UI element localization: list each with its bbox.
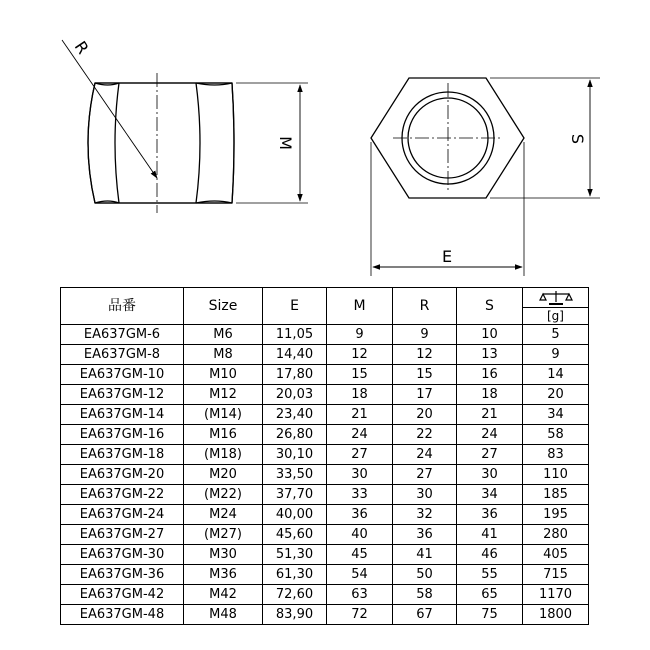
spec-table xyxy=(60,287,589,625)
table-row xyxy=(61,365,589,385)
cell-m: 30 xyxy=(327,465,393,485)
cell-e: 26,80 xyxy=(263,425,327,445)
cell-s: 21 xyxy=(457,405,523,425)
cell-r: 9 xyxy=(393,325,457,345)
cell-s: 27 xyxy=(457,445,523,465)
table-row xyxy=(61,405,589,425)
cell-size: M48 xyxy=(184,605,263,625)
cell-r: 12 xyxy=(393,345,457,365)
cell-part-no: EA637GM-27 xyxy=(61,525,184,545)
table-row xyxy=(61,385,589,405)
cell-size: M10 xyxy=(184,365,263,385)
cell-weight: 20 xyxy=(523,385,589,405)
cell-r: 50 xyxy=(393,565,457,585)
cell-weight: 1170 xyxy=(523,585,589,605)
cell-size: M8 xyxy=(184,345,263,365)
cell-weight: 405 xyxy=(523,545,589,565)
cell-e: 14,40 xyxy=(263,345,327,365)
cell-part-no: EA637GM-22 xyxy=(61,485,184,505)
cell-r: 36 xyxy=(393,525,457,545)
cell-size: (M22) xyxy=(184,485,263,505)
cell-r: 24 xyxy=(393,445,457,465)
cell-part-no: EA637GM-18 xyxy=(61,445,184,465)
cell-part-no: EA637GM-12 xyxy=(61,385,184,405)
cell-s: 55 xyxy=(457,565,523,585)
cell-size: (M14) xyxy=(184,405,263,425)
cell-part-no: EA637GM-48 xyxy=(61,605,184,625)
cell-r: 67 xyxy=(393,605,457,625)
cell-weight: 34 xyxy=(523,405,589,425)
cell-s: 65 xyxy=(457,585,523,605)
cell-s: 16 xyxy=(457,365,523,385)
cell-weight: 1800 xyxy=(523,605,589,625)
cell-s: 46 xyxy=(457,545,523,565)
header-weight xyxy=(523,288,589,325)
cell-e: 20,03 xyxy=(263,385,327,405)
cell-size: (M27) xyxy=(184,525,263,545)
cell-r: 27 xyxy=(393,465,457,485)
cell-m: 72 xyxy=(327,605,393,625)
cell-weight: 195 xyxy=(523,505,589,525)
cell-size: M24 xyxy=(184,505,263,525)
cell-r: 20 xyxy=(393,405,457,425)
cell-s: 75 xyxy=(457,605,523,625)
cell-weight: 185 xyxy=(523,485,589,505)
cell-part-no: EA637GM-14 xyxy=(61,405,184,425)
cell-size: M6 xyxy=(184,325,263,345)
cell-size: M36 xyxy=(184,565,263,585)
cell-m: 54 xyxy=(327,565,393,585)
side-view-outline xyxy=(88,83,234,203)
radius-label: R xyxy=(70,37,93,58)
cell-e: 83,90 xyxy=(263,605,327,625)
cell-e: 17,80 xyxy=(263,365,327,385)
cell-weight: 14 xyxy=(523,365,589,385)
cell-s: 10 xyxy=(457,325,523,345)
cell-m: 63 xyxy=(327,585,393,605)
cell-r: 41 xyxy=(393,545,457,565)
cell-weight: 58 xyxy=(523,425,589,445)
table-header-row xyxy=(61,288,589,325)
table-row xyxy=(61,485,589,505)
cell-m: 9 xyxy=(327,325,393,345)
table-row xyxy=(61,585,589,605)
table-row xyxy=(61,545,589,565)
cell-part-no: EA637GM-36 xyxy=(61,565,184,585)
table-row xyxy=(61,425,589,445)
cell-e: 51,30 xyxy=(263,545,327,565)
cell-m: 36 xyxy=(327,505,393,525)
cell-s: 13 xyxy=(457,345,523,365)
cell-part-no: EA637GM-10 xyxy=(61,365,184,385)
cell-e: 72,60 xyxy=(263,585,327,605)
cell-e: 11,05 xyxy=(263,325,327,345)
cell-m: 24 xyxy=(327,425,393,445)
cell-weight: 83 xyxy=(523,445,589,465)
cell-part-no: EA637GM-42 xyxy=(61,585,184,605)
cell-part-no: EA637GM-8 xyxy=(61,345,184,365)
header-m: M xyxy=(327,288,393,325)
across-corners-label: E xyxy=(441,247,453,266)
cell-weight: 5 xyxy=(523,325,589,345)
cell-weight: 110 xyxy=(523,465,589,485)
cell-part-no: EA637GM-30 xyxy=(61,545,184,565)
cell-size: (M18) xyxy=(184,445,263,465)
cell-s: 34 xyxy=(457,485,523,505)
cell-part-no: EA637GM-20 xyxy=(61,465,184,485)
table-row xyxy=(61,465,589,485)
cell-e: 45,60 xyxy=(263,525,327,545)
cell-e: 30,10 xyxy=(263,445,327,465)
cell-m: 12 xyxy=(327,345,393,365)
cell-size: M16 xyxy=(184,425,263,445)
cell-size: M42 xyxy=(184,585,263,605)
table-row xyxy=(61,445,589,465)
cell-m: 33 xyxy=(327,485,393,505)
weight-unit: [g] xyxy=(547,309,564,323)
cell-e: 61,30 xyxy=(263,565,327,585)
across-flats-label: S xyxy=(568,133,587,145)
cell-size: M20 xyxy=(184,465,263,485)
cell-r: 32 xyxy=(393,505,457,525)
cell-s: 18 xyxy=(457,385,523,405)
table-row xyxy=(61,605,589,625)
height-label: M xyxy=(276,136,295,150)
top-view xyxy=(371,78,600,276)
cell-e: 23,40 xyxy=(263,405,327,425)
cell-m: 45 xyxy=(327,545,393,565)
scale-icon xyxy=(539,290,573,306)
cell-part-no: EA637GM-24 xyxy=(61,505,184,525)
cell-s: 36 xyxy=(457,505,523,525)
header-s: S xyxy=(457,288,523,325)
cell-m: 18 xyxy=(327,385,393,405)
table-row xyxy=(61,525,589,545)
cell-r: 30 xyxy=(393,485,457,505)
cell-m: 40 xyxy=(327,525,393,545)
cell-m: 21 xyxy=(327,405,393,425)
cell-e: 37,70 xyxy=(263,485,327,505)
header-e: E xyxy=(263,288,327,325)
header-size: Size xyxy=(184,288,263,325)
cell-m: 27 xyxy=(327,445,393,465)
header-r: R xyxy=(393,288,457,325)
cell-s: 41 xyxy=(457,525,523,545)
cell-s: 24 xyxy=(457,425,523,445)
cell-weight: 9 xyxy=(523,345,589,365)
cell-size: M30 xyxy=(184,545,263,565)
cell-size: M12 xyxy=(184,385,263,405)
cell-r: 15 xyxy=(393,365,457,385)
table-body xyxy=(61,325,589,625)
technical-drawing xyxy=(0,0,650,285)
cell-r: 22 xyxy=(393,425,457,445)
table-row xyxy=(61,565,589,585)
cell-part-no: EA637GM-16 xyxy=(61,425,184,445)
cell-s: 30 xyxy=(457,465,523,485)
table-row xyxy=(61,325,589,345)
cell-e: 40,00 xyxy=(263,505,327,525)
cell-r: 17 xyxy=(393,385,457,405)
cell-weight: 280 xyxy=(523,525,589,545)
cell-part-no: EA637GM-6 xyxy=(61,325,184,345)
table-row xyxy=(61,345,589,365)
side-view xyxy=(62,37,308,213)
table-row xyxy=(61,505,589,525)
cell-r: 58 xyxy=(393,585,457,605)
cell-weight: 715 xyxy=(523,565,589,585)
header-part-no: 品番 xyxy=(61,288,184,325)
cell-m: 15 xyxy=(327,365,393,385)
cell-e: 33,50 xyxy=(263,465,327,485)
